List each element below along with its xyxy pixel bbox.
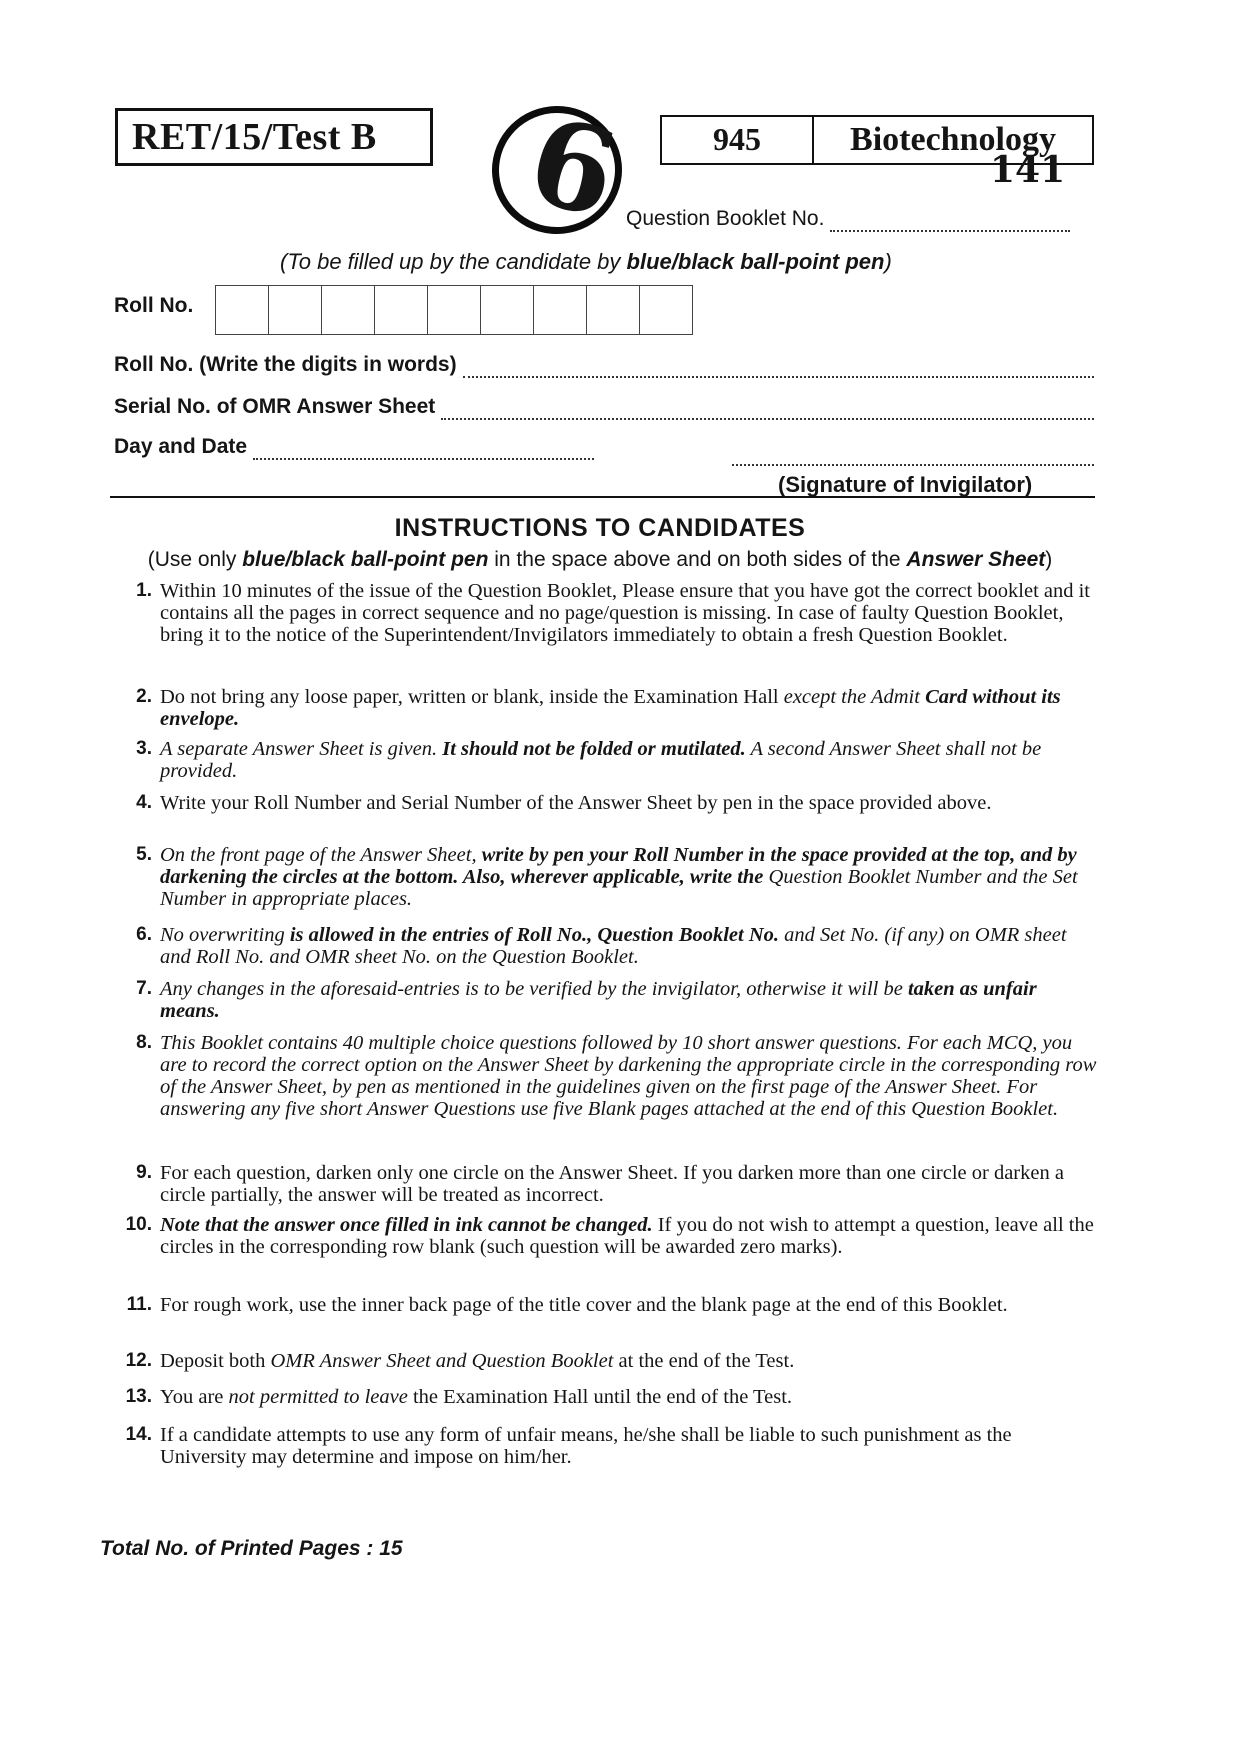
item-number: 4. [136,792,152,813]
item-text-part: A second Answer Sheet shall not be provided. [160,738,1042,782]
item-number: 7. [136,978,152,999]
item-text-part: On the front page of the Answer Sheet, [160,844,482,866]
item-number: 5. [136,844,152,865]
roll-digit-box[interactable] [640,286,693,334]
roll-digit-box[interactable] [428,286,481,334]
item-text-part: Question Booklet Number and the Set Number in appropriate places. [160,866,1078,910]
omr-serial-field [114,394,1094,420]
fill-instruction: (To be filled up by the candidate by blue/black ball-point pen) [280,249,892,274]
stamp-number: 6 [516,89,630,245]
item-text-part: You are [160,1386,229,1408]
item-text-part: A separate Answer Sheet is given. [160,738,443,760]
item-number: 2. [136,686,152,707]
roll-digit-box[interactable] [481,286,534,334]
instructions-title: INSTRUCTIONS TO CANDIDATES [394,514,806,542]
item-text-part: taken as unfair means. [160,978,1037,1022]
item-text-part: OMR Answer Sheet and Question Booklet [270,1350,614,1372]
roll-words-blank[interactable] [463,356,1094,378]
day-date-label: Day and Date [114,435,248,458]
item-number: 14. [125,1424,152,1445]
item-text-part: If you do not wish to attempt a question, leave all the circles in the corresponding row blank (such question will be awarded zero marks). [160,1214,1094,1258]
roll-digit-box[interactable] [534,286,587,334]
subtitle-text: in the space above and on both sides of the [488,548,907,571]
question-booklet-label: Question Booklet No. [626,207,825,230]
item-text-part: at the end of the Test. [613,1350,795,1372]
subtitle-pen: blue/black ball-point pen [242,548,489,571]
item-text-part: Note that the answer once filled in ink cannot be changed. [160,1214,653,1236]
item-text-part: No overwriting [160,924,290,946]
item-text-part: Deposit both [160,1350,271,1372]
item-number: 12. [125,1350,152,1371]
subject-name: Biotechnology [850,121,1056,158]
item-text-part: Any changes in the aforesaid-entries is to be verified by the invigilator, otherwise it will be [160,978,908,1000]
subtitle-text: ) [1045,548,1053,571]
divider [110,496,1095,498]
day-date-blank[interactable] [253,438,594,460]
test-code: RET/15/Test B [132,116,377,158]
roll-digit-box[interactable] [375,286,428,334]
item-text: For rough work, use the inner back page of the title cover and the blank page at the end of this Booklet. [160,1294,1008,1316]
item-number: 9. [136,1162,152,1183]
item-text-part: the Examination Hall until the end of the Test. [407,1386,793,1408]
roll-digit-box[interactable] [269,286,322,334]
item-text-part: It should not be folded or mutilated. [442,738,746,760]
item-text-part: and Set No. (if any) on OMR sheet and Roll No. and OMR sheet No. on the Question Booklet. [160,924,1067,968]
roll-digit-box[interactable] [322,286,375,334]
total-pages: Total No. of Printed Pages : 15 [100,1537,403,1560]
item-text: Write your Roll Number and Serial Number of the Answer Sheet by pen in the space provided above. [160,792,992,814]
fill-note-text: To be filled up by the candidate by [287,249,627,274]
item-number: 3. [136,738,152,759]
item-number: 1. [136,580,152,601]
item-text-part: Do not bring any loose paper, written or blank, inside the Examination Hall [160,686,784,708]
roll-no-boxes[interactable] [215,285,693,335]
question-booklet-blank[interactable] [830,210,1070,232]
roll-words-field [114,352,1094,378]
roll-digit-box[interactable] [216,286,269,334]
item-text [160,1350,1100,1372]
item-text-part: except the Admit [783,686,926,708]
item-text-part: write by pen your Roll Number in the space provided at the top, and by darkening the circles at the bottom. Also, wherever applicable, write the [160,844,1077,888]
day-date-field [114,434,594,460]
item-text: For each question, darken only one circle on the Answer Sheet. If you darken more than one circle or darken a circle partially, the answer will be treated as incorrect. [160,1162,1064,1206]
roll-no-label: Roll No. [114,294,194,317]
item-text [160,924,1100,968]
item-text [160,686,1100,730]
item-text [160,978,1100,1022]
item-text [160,1214,1100,1258]
item-text [160,1386,1100,1408]
item-text [160,844,1100,910]
omr-serial-blank[interactable] [441,398,1094,420]
omr-serial-label: Serial No. of OMR Answer Sheet [114,395,436,418]
item-number: 6. [136,924,152,945]
item-text-part: not permitted to leave [228,1386,408,1408]
item-number: 13. [125,1386,152,1407]
booklet-number: 141 [990,149,1066,191]
subtitle-text: (Use only [147,548,243,571]
item-number: 10. [125,1214,152,1235]
roll-words-label: Roll No. (Write the digits in words) [114,353,457,376]
signature-label: (Signature of Invigilator) [778,472,1033,497]
item-number: 8. [136,1032,152,1053]
item-text-part: is allowed in the entries of Roll No., Question Booklet No. [289,924,780,946]
subject-code: 945 [662,117,814,163]
instructions-subtitle [0,548,1200,572]
item-number: 11. [126,1294,152,1315]
roll-digit-box[interactable] [587,286,640,334]
item-text [160,738,1100,782]
item-text: If a candidate attempts to use any form of unfair means, he/she shall be liable to such punishment as the University may determine and impose on him/her. [160,1424,1012,1468]
item-text: Within 10 minutes of the issue of the Question Booklet, Please ensure that you have got the correct booklet and it contains all the pages in correct sequence and no page/question is missing. In case of faulty Question Booklet, bring it to the notice of the Superintendent/Invigilators immediately to obtain a fresh Question Booklet. [160,580,1091,646]
signature-blank[interactable] [732,444,1094,466]
item-text-part: Card without its envelope. [160,686,1061,730]
item-text: This Booklet contains 40 multiple choice questions followed by 10 short answer questions. For each MCQ, you are to record the correct option on the Answer Sheet by darkening the appropriate circle in the corresponding row of the Answer Sheet, by pen as mentioned in the guidelines given on the first page of the Answer Sheet. For answering any five short Answer Questions use five Blank pages attached at the end of this Question Booklet. [160,1032,1097,1120]
question-booklet-field [626,206,1070,232]
fill-note-pen: blue/black ball-point pen [626,249,885,274]
test-code-box [115,108,433,166]
subtitle-answer-sheet: Answer Sheet [906,548,1046,571]
